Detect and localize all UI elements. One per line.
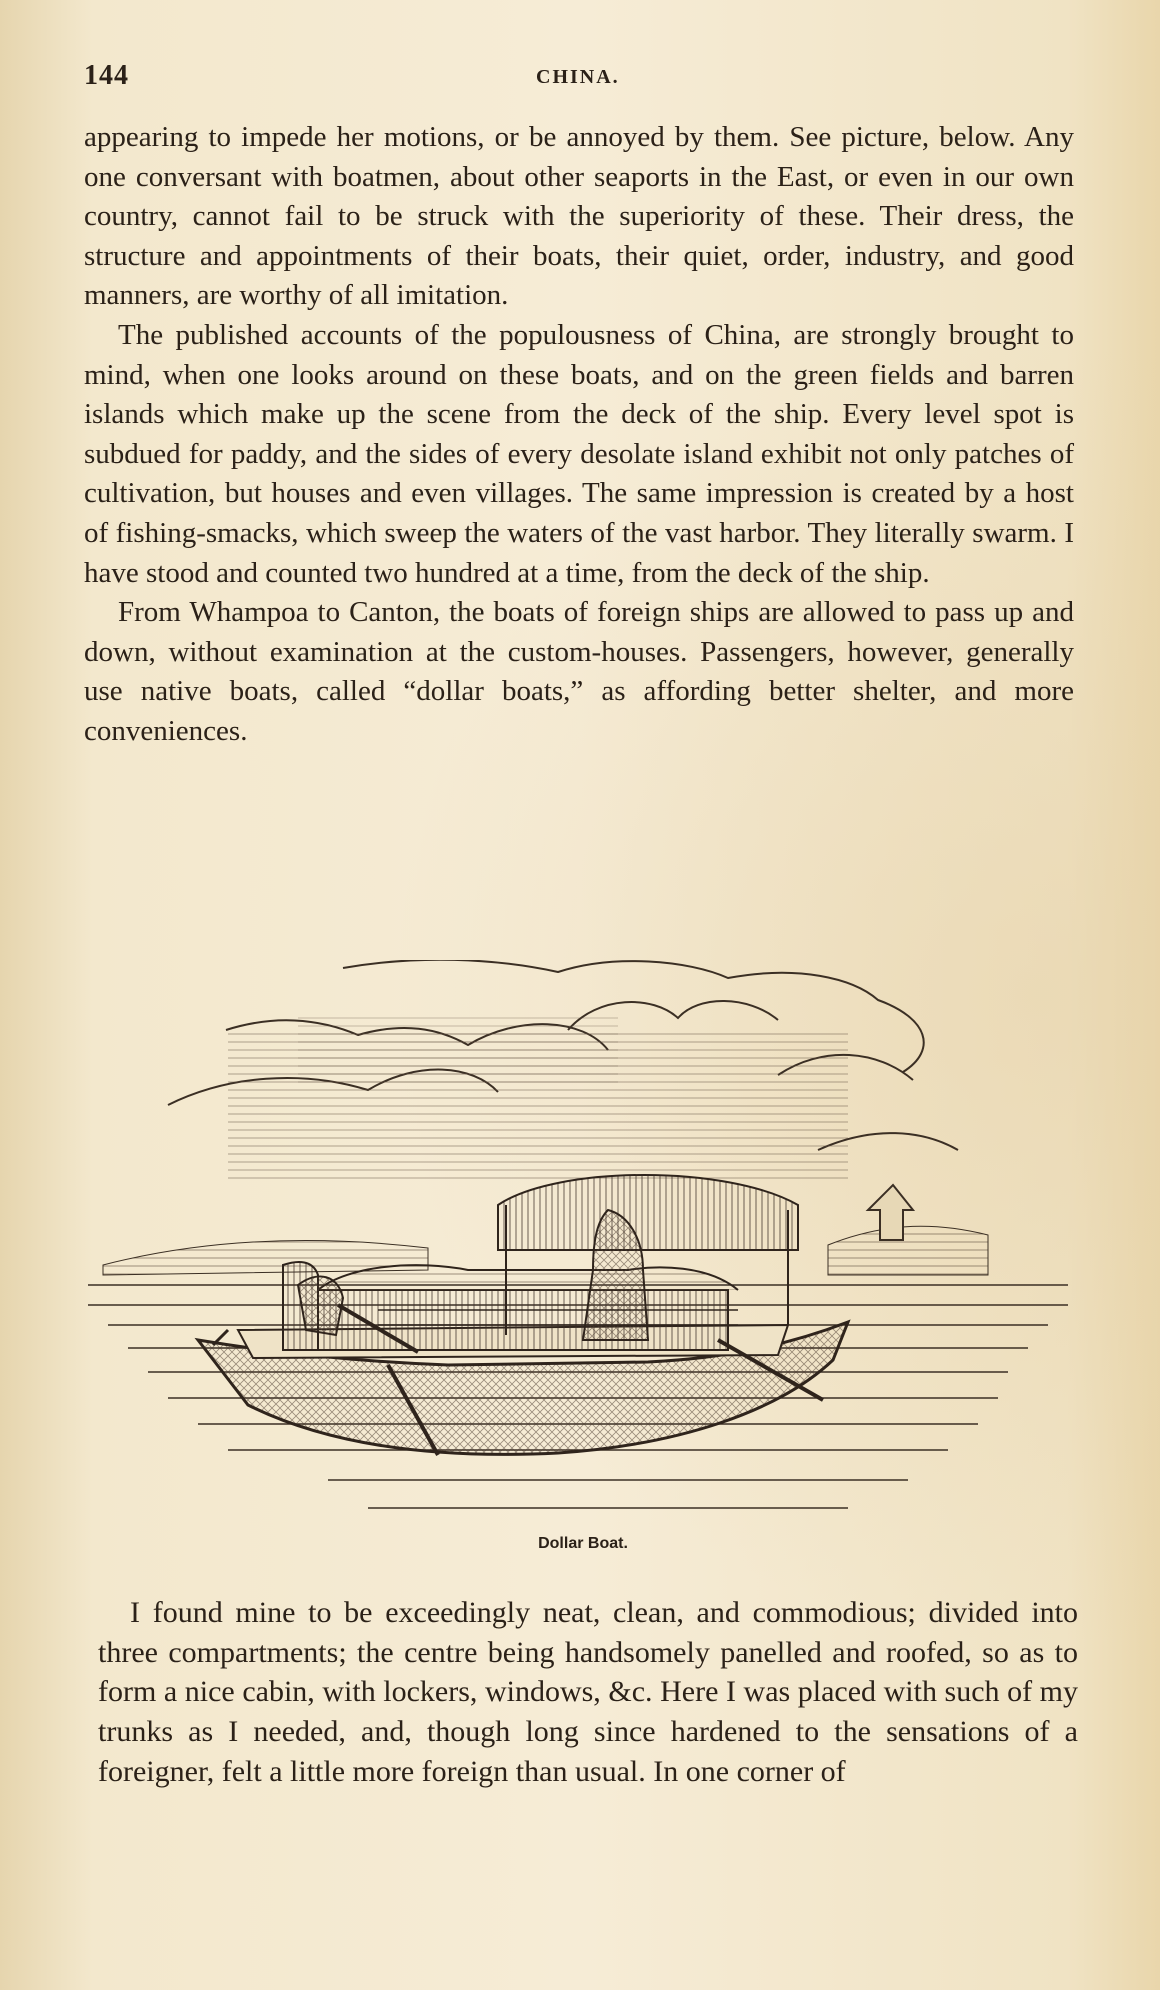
paragraph-3: From Whampoa to Canton, the boats of foreign ships are allowed to pass up and down, without examination at the custom-houses. Passengers, however, generally use native boats, called “dollar boats,” as affording better shelter, and more conveniences. [84,596,1074,747]
page-header [84,60,1074,100]
boat [198,1175,848,1455]
paragraph-1: appearing to impede her motions, or be annoyed by them. See picture, below. Any one conversant with boatmen, about other seaports in the East, or even in our own country, cannot fail to be struck with the superiority of these. Their dress, the structure and appointments of their boats, their quiet, order, industry, and good manners, are worthy of all imitation. [84,121,1074,312]
dollar-boat-illustration [88,960,1078,1530]
bottom-body-text [98,1593,1078,1792]
paragraph-2: The published accounts of the populousness of China, are strongly brought to mind, when one looks around on these boats, and on the green fields and barren islands which make up the scene from the deck of the ship. Every level spot is subdued for paddy, and the sides of every desolate island exhibit not only patches of cultivation, but houses and even villages. The same impression is created by a host of fishing-smacks, which sweep the waters of the vast harbor. They literally swarm. I have stood and counted two hundred at a time, from the deck of the ship. [84,318,1074,589]
figure-caption: Dollar Boat. [538,1535,628,1552]
dollar-boat-figure [88,960,1078,1552]
top-body-text [84,118,1074,752]
page-number: 144 [84,60,129,91]
running-head: CHINA. [536,66,620,88]
paragraph-4: I found mine to be exceedingly neat, clean, and commodious; divided into three compartments; the centre being handsomely panelled and roofed, so as to form a nice cabin, with lockers, windows, &c. Here I was placed with such of my trunks as I needed, and, though long since hardened to the sensations of a foreigner, felt a little more foreign than usual. In one corner of [98,1596,1078,1788]
